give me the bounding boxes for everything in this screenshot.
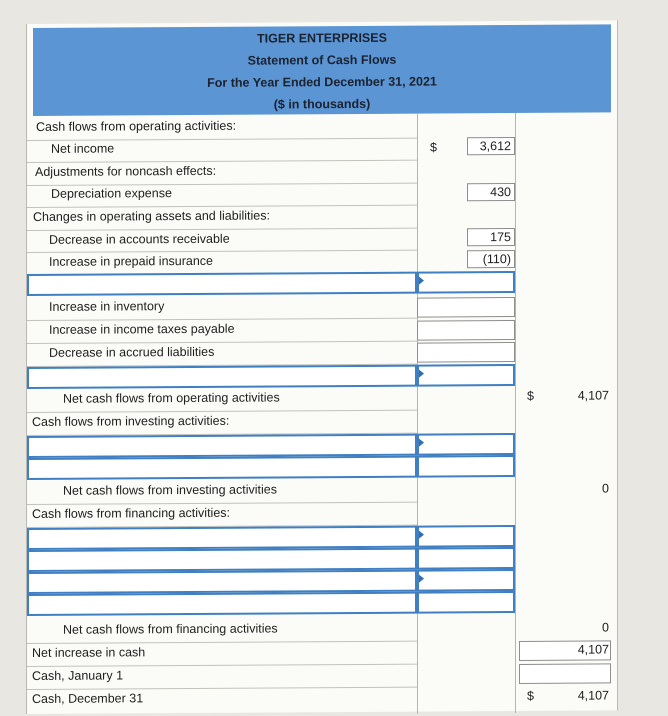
statement-header <box>33 24 611 116</box>
financing-section-label: Cash flows from financing activities: <box>32 505 230 521</box>
operating-amount-input-1[interactable] <box>417 271 515 294</box>
dropdown-caret-icon <box>419 277 424 285</box>
row-rule <box>27 160 417 163</box>
financing-item-input-3[interactable] <box>27 570 417 594</box>
row-rule <box>27 410 417 413</box>
row-rule <box>27 502 417 505</box>
changes-label: Changes in operating assets and liabilities: <box>33 208 270 224</box>
operating-item-input-1[interactable] <box>27 272 417 296</box>
net-income-dollar: $ <box>430 140 437 155</box>
cash-flow-worksheet <box>26 20 618 714</box>
cash-jan1-label: Cash, January 1 <box>32 668 124 683</box>
depreciation-value: 430 <box>490 185 511 200</box>
financing-net-label: Net cash flows from financing activities <box>63 621 278 637</box>
row-rule <box>27 641 417 644</box>
financing-amount-input-2[interactable] <box>417 547 515 570</box>
accounts-receivable-label: Decrease in accounts receivable <box>49 231 230 247</box>
net-increase-label: Net increase in cash <box>32 645 146 660</box>
column-divider <box>515 113 516 713</box>
statement-title: Statement of Cash Flows <box>247 52 397 68</box>
investing-item-input-2[interactable] <box>27 456 417 480</box>
financing-net-value: 0 <box>602 620 609 635</box>
operating-item-input-2[interactable] <box>27 365 417 389</box>
investing-amount-input-2[interactable] <box>417 455 515 478</box>
row-rule <box>27 664 417 667</box>
cash-dec31-value: 4,107 <box>577 688 609 703</box>
row-rule <box>27 250 417 253</box>
operating-net-label: Net cash flows from operating activities <box>63 390 280 406</box>
financing-amount-input-4[interactable] <box>417 591 515 614</box>
cash-dec31-dollar: $ <box>527 688 534 703</box>
inventory-label: Increase in inventory <box>49 299 165 314</box>
investing-item-input-1[interactable] <box>27 434 417 458</box>
row-rule <box>27 341 417 344</box>
operating-net-dollar: $ <box>527 388 534 403</box>
operating-net-value: 4,107 <box>577 388 609 403</box>
statement-units: ($ in thousands) <box>273 96 371 112</box>
column-divider <box>417 114 418 714</box>
row-rule <box>27 205 417 208</box>
dropdown-caret-icon <box>419 575 424 583</box>
cash-jan1-cell[interactable] <box>519 663 611 684</box>
income-taxes-label: Increase in income taxes payable <box>49 321 235 337</box>
depreciation-label: Depreciation expense <box>51 186 172 201</box>
dropdown-caret-icon <box>419 439 424 447</box>
investing-net-value: 0 <box>602 481 609 496</box>
investing-amount-input-1[interactable] <box>417 433 515 456</box>
accounts-receivable-value: 175 <box>490 230 511 245</box>
net-increase-value: 4,107 <box>577 642 609 657</box>
financing-item-input-4[interactable] <box>27 592 417 616</box>
adjustments-label: Adjustments for noncash effects: <box>35 163 217 179</box>
prepaid-insurance-label: Increase in prepaid insurance <box>49 253 213 269</box>
accrued-liabilities-amount-cell[interactable] <box>417 342 515 363</box>
dropdown-caret-icon <box>419 531 424 539</box>
row-rule <box>27 318 417 321</box>
financing-item-input-2[interactable] <box>27 548 417 572</box>
operating-section-label: Cash flows from operating activities: <box>36 118 237 134</box>
row-rule <box>27 183 417 186</box>
financing-amount-input-1[interactable] <box>417 525 515 548</box>
investing-net-label: Net cash flows from investing activities <box>63 482 277 498</box>
company-name: TIGER ENTERPRISES <box>257 30 387 46</box>
statement-period: For the Year Ended December 31, 2021 <box>207 74 437 90</box>
net-income-value: 3,612 <box>479 139 511 154</box>
financing-item-input-1[interactable] <box>27 526 417 550</box>
financing-amount-input-3[interactable] <box>417 569 515 592</box>
accrued-liabilities-label: Decrease in accrued liabilities <box>49 344 215 360</box>
income-taxes-amount-cell[interactable] <box>417 320 515 341</box>
dropdown-caret-icon <box>419 370 424 378</box>
investing-section-label: Cash flows from investing activities: <box>32 413 230 429</box>
net-income-label: Net income <box>51 141 115 156</box>
row-rule <box>27 687 417 690</box>
row-rule <box>27 138 417 141</box>
inventory-amount-cell[interactable] <box>417 297 515 318</box>
cash-dec31-label: Cash, December 31 <box>32 691 144 706</box>
row-rule <box>27 228 417 231</box>
prepaid-insurance-value: (110) <box>482 252 511 267</box>
operating-amount-input-2[interactable] <box>417 364 515 387</box>
